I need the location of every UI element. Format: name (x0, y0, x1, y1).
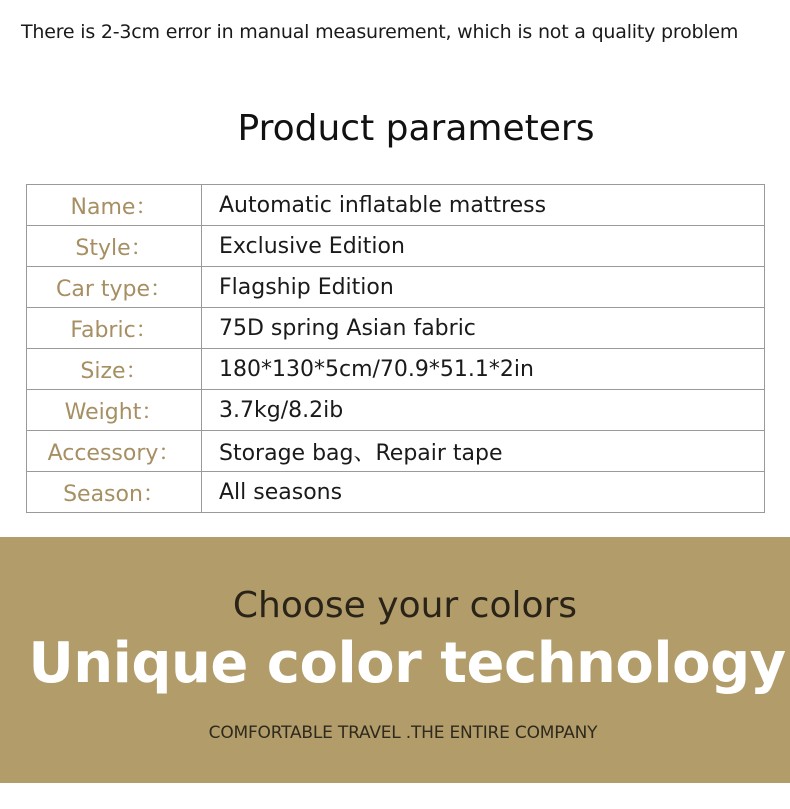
table-row (27, 308, 765, 349)
table-row (27, 349, 765, 390)
param-label-style: Style： (27, 226, 202, 267)
section-title: Product parameters (237, 108, 595, 149)
table-row (27, 267, 765, 308)
param-value-style: Exclusive Edition (202, 226, 765, 267)
param-value-size: 180*130*5cm/70.9*51.1*2in (202, 349, 765, 390)
param-value-accessory: Storage bag、Repair tape (202, 431, 765, 472)
table-row (27, 185, 765, 226)
banner-tagline: COMFORTABLE TRAVEL .THE ENTIRE COMPANY (208, 723, 598, 743)
param-value-fabric: 75D spring Asian fabric (202, 308, 765, 349)
param-label-fabric: Fabric： (27, 308, 202, 349)
product-parameters-table (26, 184, 765, 513)
param-label-name: Name： (27, 185, 202, 226)
param-value-weight: 3.7kg/8.2ib (202, 390, 765, 431)
banner-headline: Unique color technology (28, 631, 786, 696)
banner-subtitle: Choose your colors (232, 585, 578, 626)
param-label-weight: Weight： (27, 390, 202, 431)
color-banner (0, 537, 790, 783)
table-row (27, 431, 765, 472)
table-row (27, 390, 765, 431)
param-value-season: All seasons (202, 472, 765, 513)
param-label-season: Season： (27, 472, 202, 513)
param-value-name: Automatic inflatable mattress (202, 185, 765, 226)
table-row (27, 472, 765, 513)
param-label-size: Size： (27, 349, 202, 390)
param-value-car-type: Flagship Edition (202, 267, 765, 308)
param-label-accessory: Accessory： (27, 431, 202, 472)
table-row (27, 226, 765, 267)
param-label-car-type: Car type： (27, 267, 202, 308)
measurement-note: There is 2-3cm error in manual measurement, which is not a quality problem (21, 21, 739, 43)
